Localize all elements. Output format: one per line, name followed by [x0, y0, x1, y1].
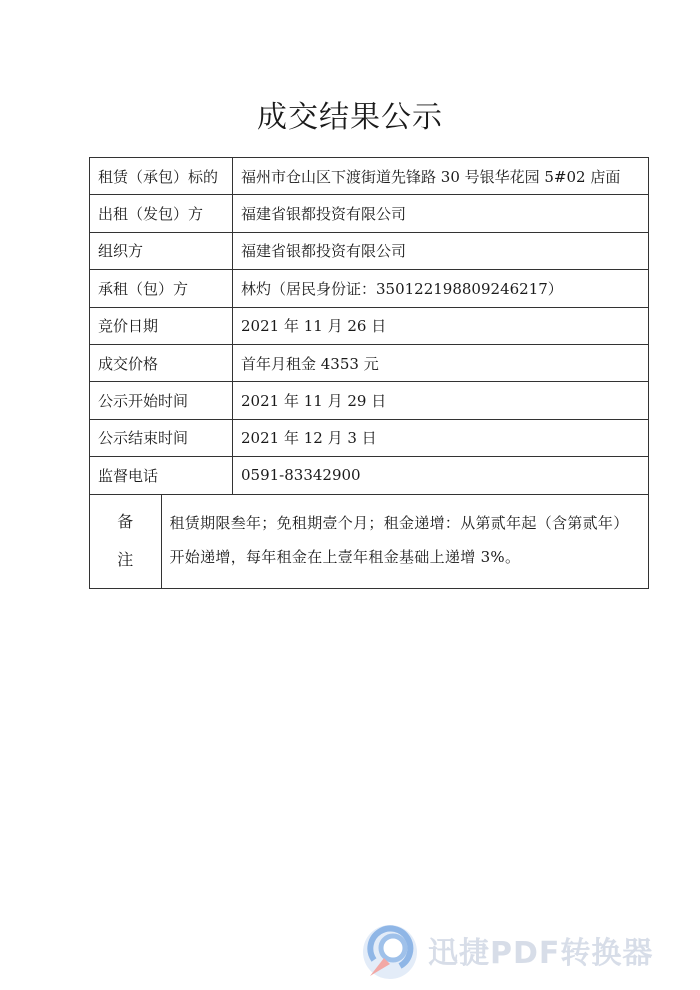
result-table [89, 157, 649, 589]
row-label: 公示结束时间 [90, 419, 233, 456]
table-row [90, 419, 649, 456]
table-row [90, 307, 649, 344]
row-value: 2021 年 11 月 29 日 [233, 382, 649, 419]
row-value: 2021 年 11 月 26 日 [233, 307, 649, 344]
row-value: 0591-83342900 [233, 457, 649, 494]
row-label: 出租（发包）方 [90, 195, 233, 232]
row-label: 组织方 [90, 232, 233, 269]
table-row [90, 232, 649, 269]
row-label: 监督电话 [90, 457, 233, 494]
table-row [90, 382, 649, 419]
row-value: 林灼（居民身份证：350122198809246217） [233, 270, 649, 307]
note-text: 租赁期限叁年；免租期壹个月；租金递增：从第贰年起（含第贰年）开始递增，每年租金在上壹年租金基础上递增 3%。 [161, 494, 649, 588]
note-label-char-1: 备 [117, 512, 134, 532]
row-label: 成交价格 [90, 344, 233, 381]
watermark-text: 迅捷PDF转换器 [428, 936, 654, 971]
watermark [360, 920, 700, 982]
row-label: 竞价日期 [90, 307, 233, 344]
row-label: 租赁（承包）标的 [90, 158, 233, 195]
table-row [90, 195, 649, 232]
row-value: 福建省银都投资有限公司 [233, 195, 649, 232]
table-row [90, 158, 649, 195]
row-value: 福建省银都投资有限公司 [233, 232, 649, 269]
note-label-char-2: 注 [117, 550, 134, 570]
row-value: 2021 年 12 月 3 日 [233, 419, 649, 456]
note-label [90, 494, 162, 588]
table-row [90, 344, 649, 381]
note-row [90, 494, 649, 588]
row-value: 福州市仓山区下渡街道先锋路 30 号银华花园 5#02 店面 [233, 158, 649, 195]
row-value: 首年月租金 4353 元 [233, 344, 649, 381]
pdf-converter-logo-icon [360, 920, 422, 982]
page-title: 成交结果公示 [257, 100, 443, 135]
row-label: 承租（包）方 [90, 270, 233, 307]
table-row [90, 270, 649, 307]
table-row [90, 457, 649, 494]
row-label: 公示开始时间 [90, 382, 233, 419]
